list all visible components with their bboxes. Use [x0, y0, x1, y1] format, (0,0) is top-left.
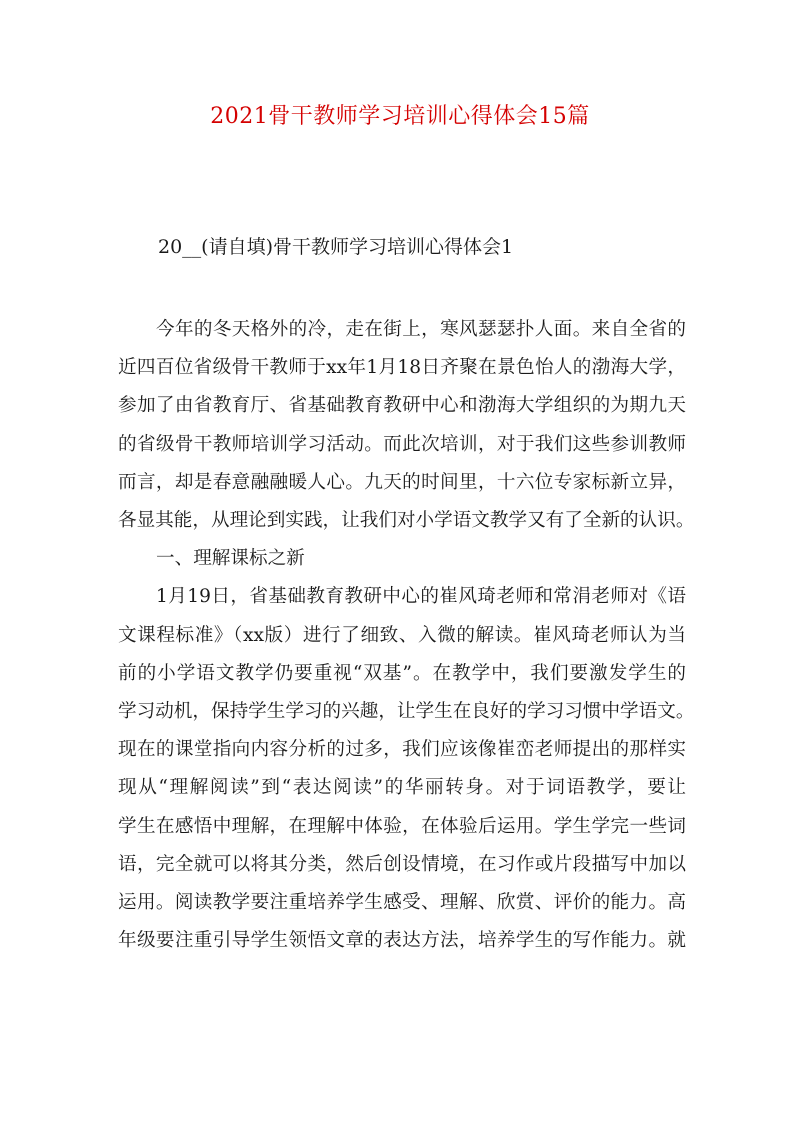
- text-line: 现从“理解阅读”到“表达阅读”的华丽转身。对于词语教学，要让: [118, 777, 686, 799]
- paragraph-heading: [118, 540, 686, 578]
- text-line: 而言，却是春意融融暖人心。九天的时间里，十六位专家标新立异，: [118, 471, 686, 493]
- text-line: 文课程标准》（xx版）进行了细致、入微的解读。崔风琦老师认为当: [118, 624, 686, 646]
- text-line: 各显其能，从理论到实践，让我们对小学语文教学又有了全新的认识。: [118, 510, 695, 532]
- text-line: 年级要注重引导学生领悟文章的表达方法，培养学生的写作能力。就: [118, 930, 686, 952]
- text-line: 近四百位省级骨干教师于xx年1月18日齐聚在景色怡人的渤海大学，: [118, 357, 686, 379]
- text-line: 语，完全就可以将其分类，然后创设情境，在习作或片段描写中加以: [118, 853, 686, 875]
- text-line: 学生在感悟中理解，在理解中体验，在体验后运用。学生学完一些词: [118, 815, 686, 837]
- text-line: 的省级骨干教师培训学习活动。而此次培训，对于我们这些参训教师: [118, 433, 686, 455]
- section-heading: 20__(请自填)骨干教师学习培训心得体会1: [158, 236, 514, 258]
- text-line: 参加了由省教育厅、省基础教育教研中心和渤海大学组织的为期九天: [118, 395, 686, 417]
- text-line: 现在的课堂指向内容分析的过多，我们应该像崔峦老师提出的那样实: [118, 739, 686, 761]
- paragraph: [118, 578, 695, 960]
- text-line: 学习动机，保持学生学习的兴趣，让学生在良好的学习习惯中学语文。: [118, 701, 695, 723]
- text-line: 一、理解课标之新: [156, 548, 305, 570]
- document-body: [118, 311, 695, 960]
- text-line: 今年的冬天格外的冷，走在街上，寒风瑟瑟扑人面。来自全省的: [156, 319, 686, 340]
- text-line: 运用。阅读教学要注重培养学生感受、理解、欣赏、评价的能力。高: [118, 892, 686, 914]
- document-title: 2021骨干教师学习培训心得体会15篇: [210, 104, 590, 129]
- text-line: 前的小学语文教学仍要重视“双基”。在教学中，我们要激发学生的: [118, 662, 686, 684]
- paragraph: [118, 311, 695, 540]
- text-line: 1月19日，省基础教育教研中心的崔风琦老师和常涓老师对《语: [156, 586, 686, 608]
